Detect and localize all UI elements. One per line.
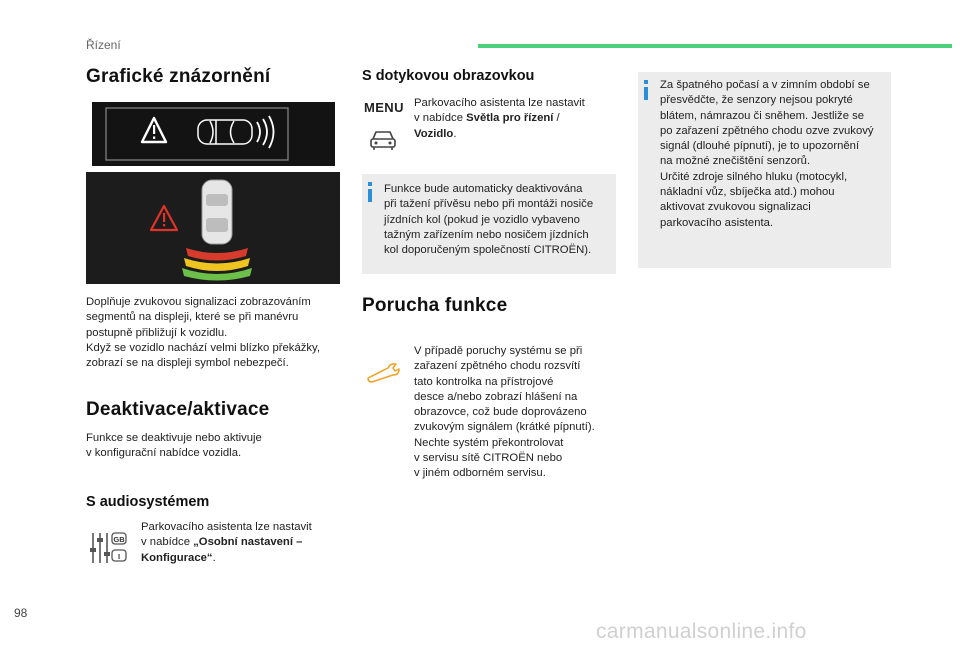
weather-info-note (638, 72, 891, 268)
fault-description: V případě poruchy systému se při zařazení zpětného chodu rozsvítí tato kontrolka na přístrojové desce a/nebo zobrazí hlášení na obrazovce, což bude doprovázeno zvukovým signálem (krátké pípnutí). Nechte systém překontrolovat v servisu sítě CITROËN nebo v jiném odborném servisu. (414, 345, 595, 480)
audio-system-title: S audiosystémem (86, 494, 210, 510)
rear-sensor-arcs (257, 116, 274, 148)
page-number: 98 (14, 606, 28, 620)
info-icon (644, 80, 648, 100)
running-header: Řízení (86, 38, 121, 52)
touchscreen-title: S dotykovou obrazovkou (362, 68, 535, 84)
car-topview-icon (202, 180, 232, 244)
wrench-icon (366, 360, 402, 384)
warning-triangle-red-icon (151, 206, 177, 230)
rear-sensor-display-image (92, 102, 335, 166)
touchscreen-instructions: Parkovacího asistenta lze nastavit v nabídce Světla pro řízení / Vozidlo. (414, 97, 585, 140)
info-icon (368, 182, 372, 202)
rear-sensor-display-graphic (92, 102, 335, 166)
warning-triangle-icon (142, 118, 166, 142)
car-front-icon (368, 128, 398, 152)
language-i-label: I (117, 552, 121, 561)
header-accent-bar (478, 44, 952, 48)
watermark: carmanualsonline.info (596, 620, 807, 643)
audio-settings-icon (88, 530, 128, 566)
menu-label-icon: MENU (364, 100, 404, 115)
trailer-info-text: Funkce bude automaticky deaktivována při tažení přívěsu nebo při montáži nosiče jízdních kol (pokud je vozidlo vybaveno tažným zařízením nebo nosičem jízdních kol doporučeným společností CITROËN). (384, 183, 594, 257)
trailer-info-note (362, 174, 616, 274)
weather-info-text: Za špatného počasí a v zimním období se přesvědčte, že senzory nejsou pokryté blátem, námrazou či sněhem. Jestliže se po zařazení zpětného chodu ozve zvukový signál (dlouhé pípnutí), je to upozornění na možné znečištění senzorů. Určité zdroje silného hluku (motocykl, nákladní vůz, sbíječka atd.) mohou aktivovat zvukovou signalizaci parkovacího asistenta. (660, 79, 874, 229)
language-gb-label: GB (113, 535, 125, 544)
graphic-section-title: Grafické znázornění (86, 66, 271, 87)
fault-section-title: Porucha funkce (362, 295, 508, 316)
deactivation-section-title: Deaktivace/aktivace (86, 399, 270, 420)
graphic-description: Doplňuje zvukovou signalizaci zobrazováním segmentů na displeji, které se při manévru postupně přibližují k vozidlu. Když se vozidlo nachází velmi blízko překážky, zobrazí se na displeji symbol nebezpečí. (86, 296, 320, 370)
car-topview-icon (198, 120, 252, 144)
audio-system-instructions: Parkovacího asistenta lze nastavit v nabídce „Osobní nastavení – Konfigurace“. (141, 521, 312, 564)
park-assist-screen-graphic (86, 172, 340, 284)
rear-sensor-segments (182, 248, 252, 281)
deactivation-description: Funkce se deaktivuje nebo aktivuje v konfigurační nabídce vozidla. (86, 432, 262, 460)
park-assist-screen-image (86, 172, 340, 284)
